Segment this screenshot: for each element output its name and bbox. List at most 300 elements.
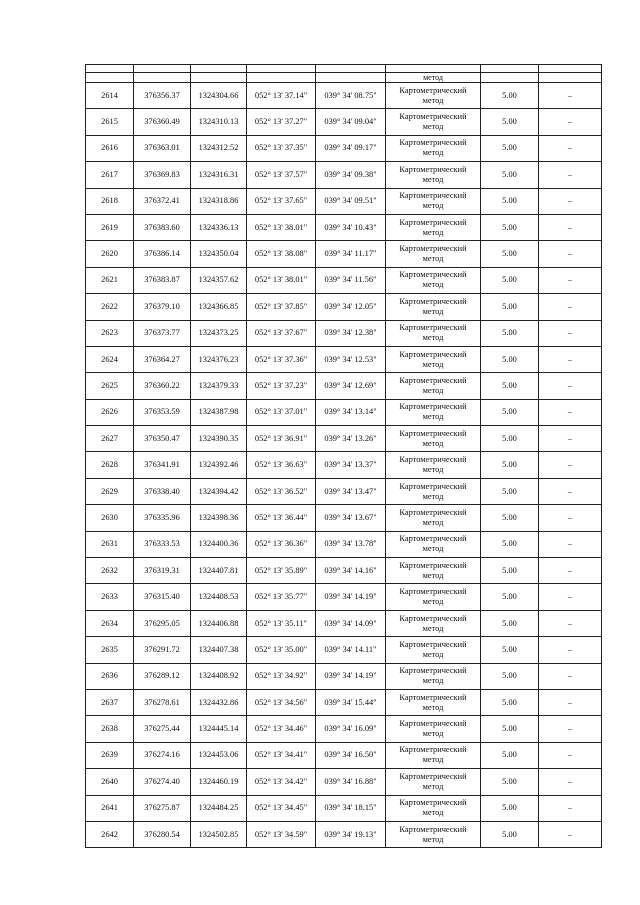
note-cell: –	[539, 320, 602, 346]
method-cell	[386, 346, 481, 372]
x-coordinate-cell: 376295.05	[134, 610, 191, 636]
method-line-1: Картометрический	[399, 455, 467, 465]
accuracy-cell: 5.00	[481, 83, 539, 109]
y-coordinate-cell: 1324312.52	[191, 135, 247, 161]
x-coordinate-cell: 376373.77	[134, 320, 191, 346]
accuracy-cell: 5.00	[481, 188, 539, 214]
latitude-cell: 052° 13' 36.44"	[247, 505, 316, 531]
x-coordinate-cell: 376341.91	[134, 452, 191, 478]
longitude-cell: 039° 34' 14.19"	[316, 584, 386, 610]
note-cell: –	[539, 109, 602, 135]
method-cell	[386, 716, 481, 742]
method-line-2: метод	[422, 359, 444, 369]
x-coordinate-cell: 376372.41	[134, 188, 191, 214]
x-coordinate-cell: 376383.60	[134, 214, 191, 240]
point-number-cell: 2628	[86, 452, 134, 478]
accuracy-cell: 5.00	[481, 742, 539, 768]
empty-cell	[191, 73, 247, 83]
note-cell: –	[539, 663, 602, 689]
accuracy-cell: 5.00	[481, 426, 539, 452]
latitude-cell: 052° 13' 37.57"	[247, 162, 316, 188]
y-coordinate-cell: 1324376.23	[191, 346, 247, 372]
method-line-2: метод	[422, 781, 444, 791]
point-number-cell: 2640	[86, 769, 134, 795]
method-line-1: Картометрический	[399, 719, 467, 729]
y-coordinate-cell: 1324366.85	[191, 294, 247, 320]
note-cell: –	[539, 83, 602, 109]
method-line-2: метод	[422, 227, 444, 237]
y-coordinate-cell: 1324316.31	[191, 162, 247, 188]
x-coordinate-cell: 376274.16	[134, 742, 191, 768]
method-line-1: Картометрический	[399, 191, 467, 201]
method-line-2: метод	[422, 729, 444, 739]
note-cell: –	[539, 452, 602, 478]
latitude-cell: 052° 13' 34.46"	[247, 716, 316, 742]
note-cell: –	[539, 821, 602, 847]
table-row	[86, 426, 602, 452]
method-line-2: метод	[422, 95, 444, 105]
method-line-1: Картометрический	[399, 349, 467, 359]
latitude-cell: 052° 13' 35.77"	[247, 584, 316, 610]
table-row	[86, 478, 602, 504]
accuracy-cell: 5.00	[481, 399, 539, 425]
longitude-cell: 039° 34' 09.17"	[316, 135, 386, 161]
method-line-1: Картометрический	[399, 402, 467, 412]
point-number-cell: 2637	[86, 689, 134, 715]
method-cell	[386, 83, 481, 109]
latitude-cell: 052° 13' 37.14"	[247, 83, 316, 109]
method-line-1: Картометрический	[399, 138, 467, 148]
point-number-cell: 2625	[86, 373, 134, 399]
table-row	[86, 452, 602, 478]
point-number-cell: 2632	[86, 558, 134, 584]
longitude-cell: 039° 34' 12.05"	[316, 294, 386, 320]
point-number-cell: 2638	[86, 716, 134, 742]
latitude-cell: 052° 13' 37.27"	[247, 109, 316, 135]
note-cell: –	[539, 531, 602, 557]
method-cell	[386, 373, 481, 399]
y-coordinate-cell: 1324390.35	[191, 426, 247, 452]
empty-cell	[86, 73, 134, 83]
longitude-cell: 039° 34' 13.67"	[316, 505, 386, 531]
method-line-2: метод	[422, 834, 444, 844]
latitude-cell: 052° 13' 37.35"	[247, 135, 316, 161]
accuracy-cell: 5.00	[481, 821, 539, 847]
x-coordinate-cell: 376274.40	[134, 769, 191, 795]
method-line-1: Картометрический	[399, 296, 467, 306]
header-cell	[247, 65, 316, 73]
method-line-2: метод	[422, 122, 444, 132]
method-line-2: метод	[422, 649, 444, 659]
table-row	[86, 769, 602, 795]
method-cell	[386, 294, 481, 320]
table-row	[86, 716, 602, 742]
point-number-cell: 2621	[86, 267, 134, 293]
method-cell	[386, 663, 481, 689]
y-coordinate-cell: 1324408.92	[191, 663, 247, 689]
method-line-2: метод	[422, 254, 444, 264]
method-line-1: Картометрический	[399, 666, 467, 676]
x-coordinate-cell: 376363.01	[134, 135, 191, 161]
method-line-1: Картометрический	[399, 481, 467, 491]
method-cell	[386, 637, 481, 663]
empty-cell	[134, 73, 191, 83]
method-cell	[386, 478, 481, 504]
note-cell: –	[539, 637, 602, 663]
longitude-cell: 039° 34' 15.44"	[316, 689, 386, 715]
accuracy-cell: 5.00	[481, 637, 539, 663]
point-number-cell: 2634	[86, 610, 134, 636]
x-coordinate-cell: 376319.31	[134, 558, 191, 584]
accuracy-cell: 5.00	[481, 689, 539, 715]
x-coordinate-cell: 376369.83	[134, 162, 191, 188]
x-coordinate-cell: 376360.49	[134, 109, 191, 135]
method-cell	[386, 584, 481, 610]
x-coordinate-cell: 376275.44	[134, 716, 191, 742]
method-cell	[386, 188, 481, 214]
longitude-cell: 039° 34' 16.09"	[316, 716, 386, 742]
table-row	[86, 267, 602, 293]
point-number-cell: 2618	[86, 188, 134, 214]
empty-cell	[539, 73, 602, 83]
latitude-cell: 052° 13' 34.92"	[247, 663, 316, 689]
accuracy-cell: 5.00	[481, 505, 539, 531]
point-number-cell: 2629	[86, 478, 134, 504]
method-cell	[386, 610, 481, 636]
method-line-1: Картометрический	[399, 587, 467, 597]
latitude-cell: 052° 13' 36.36"	[247, 531, 316, 557]
longitude-cell: 039° 34' 16.88"	[316, 769, 386, 795]
accuracy-cell: 5.00	[481, 267, 539, 293]
y-coordinate-cell: 1324407.81	[191, 558, 247, 584]
table-row	[86, 584, 602, 610]
x-coordinate-cell: 376278.61	[134, 689, 191, 715]
accuracy-cell: 5.00	[481, 109, 539, 135]
method-line-2: метод	[422, 412, 444, 422]
latitude-cell: 052° 13' 38.01"	[247, 267, 316, 293]
method-cell	[386, 742, 481, 768]
accuracy-cell: 5.00	[481, 373, 539, 399]
header-cell	[86, 65, 134, 73]
longitude-cell: 039° 34' 13.14"	[316, 399, 386, 425]
method-line-2: метод	[422, 755, 444, 765]
x-coordinate-cell: 376291.72	[134, 637, 191, 663]
accuracy-cell: 5.00	[481, 478, 539, 504]
latitude-cell: 052° 13' 37.65"	[247, 188, 316, 214]
table-row	[86, 821, 602, 847]
note-cell: –	[539, 426, 602, 452]
y-coordinate-cell: 1324445.14	[191, 716, 247, 742]
accuracy-cell: 5.00	[481, 795, 539, 821]
latitude-cell: 052° 13' 37.23"	[247, 373, 316, 399]
method-line-1: Картометрический	[399, 613, 467, 623]
point-number-cell: 2616	[86, 135, 134, 161]
method-line-1: Картометрический	[399, 507, 467, 517]
method-line-1: Картометрический	[399, 771, 467, 781]
point-number-cell: 2641	[86, 795, 134, 821]
y-coordinate-cell: 1324460.19	[191, 769, 247, 795]
longitude-cell: 039° 34' 18.15"	[316, 795, 386, 821]
point-number-cell: 2635	[86, 637, 134, 663]
y-coordinate-cell: 1324379.33	[191, 373, 247, 399]
method-cell	[386, 399, 481, 425]
method-cell	[386, 135, 481, 161]
continuation-method-cell: метод	[386, 73, 481, 83]
method-line-1: Картометрический	[399, 244, 467, 254]
table-row	[86, 346, 602, 372]
method-line-1: Картометрический	[399, 639, 467, 649]
note-cell: –	[539, 188, 602, 214]
y-coordinate-cell: 1324484.25	[191, 795, 247, 821]
table-row	[86, 83, 602, 109]
header-cell	[316, 65, 386, 73]
table-row	[86, 558, 602, 584]
continuation-row	[86, 73, 602, 83]
longitude-cell: 039° 34' 09.04"	[316, 109, 386, 135]
note-cell: –	[539, 742, 602, 768]
note-cell: –	[539, 267, 602, 293]
accuracy-cell: 5.00	[481, 320, 539, 346]
empty-cell	[481, 73, 539, 83]
method-cell	[386, 531, 481, 557]
point-number-cell: 2615	[86, 109, 134, 135]
method-line-1: Картометрический	[399, 270, 467, 280]
table-row	[86, 109, 602, 135]
x-coordinate-cell: 376333.53	[134, 531, 191, 557]
y-coordinate-cell: 1324392.46	[191, 452, 247, 478]
method-cell	[386, 109, 481, 135]
accuracy-cell: 5.00	[481, 135, 539, 161]
y-coordinate-cell: 1324304.66	[191, 83, 247, 109]
accuracy-cell: 5.00	[481, 663, 539, 689]
empty-cell	[316, 73, 386, 83]
x-coordinate-cell: 376280.54	[134, 821, 191, 847]
note-cell: –	[539, 689, 602, 715]
x-coordinate-cell: 376335.96	[134, 505, 191, 531]
table-row	[86, 531, 602, 557]
y-coordinate-cell: 1324407.38	[191, 637, 247, 663]
note-cell: –	[539, 373, 602, 399]
method-line-1: Картометрический	[399, 692, 467, 702]
note-cell: –	[539, 478, 602, 504]
longitude-cell: 039° 34' 13.78"	[316, 531, 386, 557]
table-row	[86, 294, 602, 320]
table-row	[86, 742, 602, 768]
accuracy-cell: 5.00	[481, 214, 539, 240]
method-line-2: метод	[422, 623, 444, 633]
latitude-cell: 052° 13' 36.63"	[247, 452, 316, 478]
longitude-cell: 039° 34' 14.11"	[316, 637, 386, 663]
x-coordinate-cell: 376289.12	[134, 663, 191, 689]
y-coordinate-cell: 1324336.13	[191, 214, 247, 240]
longitude-cell: 039° 34' 13.37"	[316, 452, 386, 478]
method-cell	[386, 558, 481, 584]
accuracy-cell: 5.00	[481, 162, 539, 188]
latitude-cell: 052° 13' 35.89"	[247, 558, 316, 584]
x-coordinate-cell: 376356.37	[134, 83, 191, 109]
point-number-cell: 2622	[86, 294, 134, 320]
table-row	[86, 663, 602, 689]
y-coordinate-cell: 1324310.13	[191, 109, 247, 135]
header-cell	[386, 65, 481, 73]
point-number-cell: 2631	[86, 531, 134, 557]
latitude-cell: 052° 13' 37.36"	[247, 346, 316, 372]
method-line-2: метод	[422, 280, 444, 290]
note-cell: –	[539, 241, 602, 267]
longitude-cell: 039° 34' 10.43"	[316, 214, 386, 240]
header-row	[86, 65, 602, 73]
method-line-2: метод	[422, 148, 444, 158]
note-cell: –	[539, 505, 602, 531]
latitude-cell: 052° 13' 38.08"	[247, 241, 316, 267]
latitude-cell: 052° 13' 37.01"	[247, 399, 316, 425]
y-coordinate-cell: 1324318.86	[191, 188, 247, 214]
method-line-2: метод	[422, 333, 444, 343]
table-row	[86, 135, 602, 161]
longitude-cell: 039° 34' 19.13"	[316, 821, 386, 847]
header-cell	[134, 65, 191, 73]
note-cell: –	[539, 716, 602, 742]
longitude-cell: 039° 34' 12.38"	[316, 320, 386, 346]
x-coordinate-cell: 376315.40	[134, 584, 191, 610]
method-line-1: Картометрический	[399, 824, 467, 834]
note-cell: –	[539, 135, 602, 161]
accuracy-cell: 5.00	[481, 452, 539, 478]
table-row	[86, 320, 602, 346]
accuracy-cell: 5.00	[481, 610, 539, 636]
x-coordinate-cell: 376379.10	[134, 294, 191, 320]
y-coordinate-cell: 1324387.98	[191, 399, 247, 425]
method-cell	[386, 821, 481, 847]
point-number-cell: 2627	[86, 426, 134, 452]
latitude-cell: 052° 13' 34.45"	[247, 795, 316, 821]
table-row	[86, 188, 602, 214]
method-cell	[386, 452, 481, 478]
note-cell: –	[539, 610, 602, 636]
latitude-cell: 052° 13' 34.59"	[247, 821, 316, 847]
method-line-1: Картометрический	[399, 112, 467, 122]
x-coordinate-cell: 376364.27	[134, 346, 191, 372]
y-coordinate-cell: 1324408.53	[191, 584, 247, 610]
note-cell: –	[539, 769, 602, 795]
method-line-1: Картометрический	[399, 745, 467, 755]
method-line-2: метод	[422, 570, 444, 580]
point-number-cell: 2619	[86, 214, 134, 240]
longitude-cell: 039° 34' 13.47"	[316, 478, 386, 504]
method-cell	[386, 795, 481, 821]
accuracy-cell: 5.00	[481, 558, 539, 584]
method-cell	[386, 426, 481, 452]
point-number-cell: 2642	[86, 821, 134, 847]
table-row	[86, 637, 602, 663]
method-line-2: метод	[422, 491, 444, 501]
coordinates-table	[85, 64, 602, 848]
method-line-1: Картометрический	[399, 798, 467, 808]
y-coordinate-cell: 1324453.06	[191, 742, 247, 768]
x-coordinate-cell: 376360.22	[134, 373, 191, 399]
point-number-cell: 2633	[86, 584, 134, 610]
point-number-cell: 2623	[86, 320, 134, 346]
method-cell	[386, 162, 481, 188]
accuracy-cell: 5.00	[481, 346, 539, 372]
latitude-cell: 052° 13' 34.56"	[247, 689, 316, 715]
accuracy-cell: 5.00	[481, 716, 539, 742]
method-line-2: метод	[422, 465, 444, 475]
point-number-cell: 2614	[86, 83, 134, 109]
method-line-1: Картометрический	[399, 534, 467, 544]
method-cell	[386, 267, 481, 293]
x-coordinate-cell: 376350.47	[134, 426, 191, 452]
table-row	[86, 373, 602, 399]
method-line-2: метод	[422, 544, 444, 554]
method-line-1: Картометрический	[399, 375, 467, 385]
longitude-cell: 039° 34' 14.09"	[316, 610, 386, 636]
longitude-cell: 039° 34' 12.69"	[316, 373, 386, 399]
method-line-1: Картометрический	[399, 428, 467, 438]
note-cell: –	[539, 795, 602, 821]
note-cell: –	[539, 399, 602, 425]
empty-cell	[247, 73, 316, 83]
accuracy-cell: 5.00	[481, 584, 539, 610]
point-number-cell: 2620	[86, 241, 134, 267]
method-line-1: Картометрический	[399, 323, 467, 333]
note-cell: –	[539, 346, 602, 372]
method-line-2: метод	[422, 174, 444, 184]
x-coordinate-cell: 376353.59	[134, 399, 191, 425]
note-cell: –	[539, 162, 602, 188]
point-number-cell: 2639	[86, 742, 134, 768]
method-line-2: метод	[422, 385, 444, 395]
longitude-cell: 039° 34' 11.17"	[316, 241, 386, 267]
longitude-cell: 039° 34' 09.51"	[316, 188, 386, 214]
table-row	[86, 795, 602, 821]
longitude-cell: 039° 34' 13.26"	[316, 426, 386, 452]
longitude-cell: 039° 34' 14.19"	[316, 663, 386, 689]
y-coordinate-cell: 1324400.36	[191, 531, 247, 557]
y-coordinate-cell: 1324357.62	[191, 267, 247, 293]
method-cell	[386, 689, 481, 715]
note-cell: –	[539, 294, 602, 320]
method-line-1: Картометрический	[399, 85, 467, 95]
latitude-cell: 052° 13' 34.42"	[247, 769, 316, 795]
method-line-2: метод	[422, 676, 444, 686]
y-coordinate-cell: 1324373.25	[191, 320, 247, 346]
longitude-cell: 039° 34' 11.56"	[316, 267, 386, 293]
point-number-cell: 2626	[86, 399, 134, 425]
x-coordinate-cell: 376338.40	[134, 478, 191, 504]
x-coordinate-cell: 376386.14	[134, 241, 191, 267]
y-coordinate-cell: 1324502.85	[191, 821, 247, 847]
method-line-2: метод	[422, 597, 444, 607]
accuracy-cell: 5.00	[481, 769, 539, 795]
method-line-2: метод	[422, 306, 444, 316]
header-cell	[191, 65, 247, 73]
method-line-1: Картометрический	[399, 164, 467, 174]
longitude-cell: 039° 34' 09.38"	[316, 162, 386, 188]
method-line-2: метод	[422, 201, 444, 211]
method-line-2: метод	[422, 438, 444, 448]
table-row	[86, 505, 602, 531]
note-cell: –	[539, 214, 602, 240]
point-number-cell: 2617	[86, 162, 134, 188]
y-coordinate-cell: 1324350.04	[191, 241, 247, 267]
header-cell	[481, 65, 539, 73]
y-coordinate-cell: 1324432.86	[191, 689, 247, 715]
method-cell	[386, 505, 481, 531]
longitude-cell: 039° 34' 16.50"	[316, 742, 386, 768]
accuracy-cell: 5.00	[481, 294, 539, 320]
note-cell: –	[539, 558, 602, 584]
